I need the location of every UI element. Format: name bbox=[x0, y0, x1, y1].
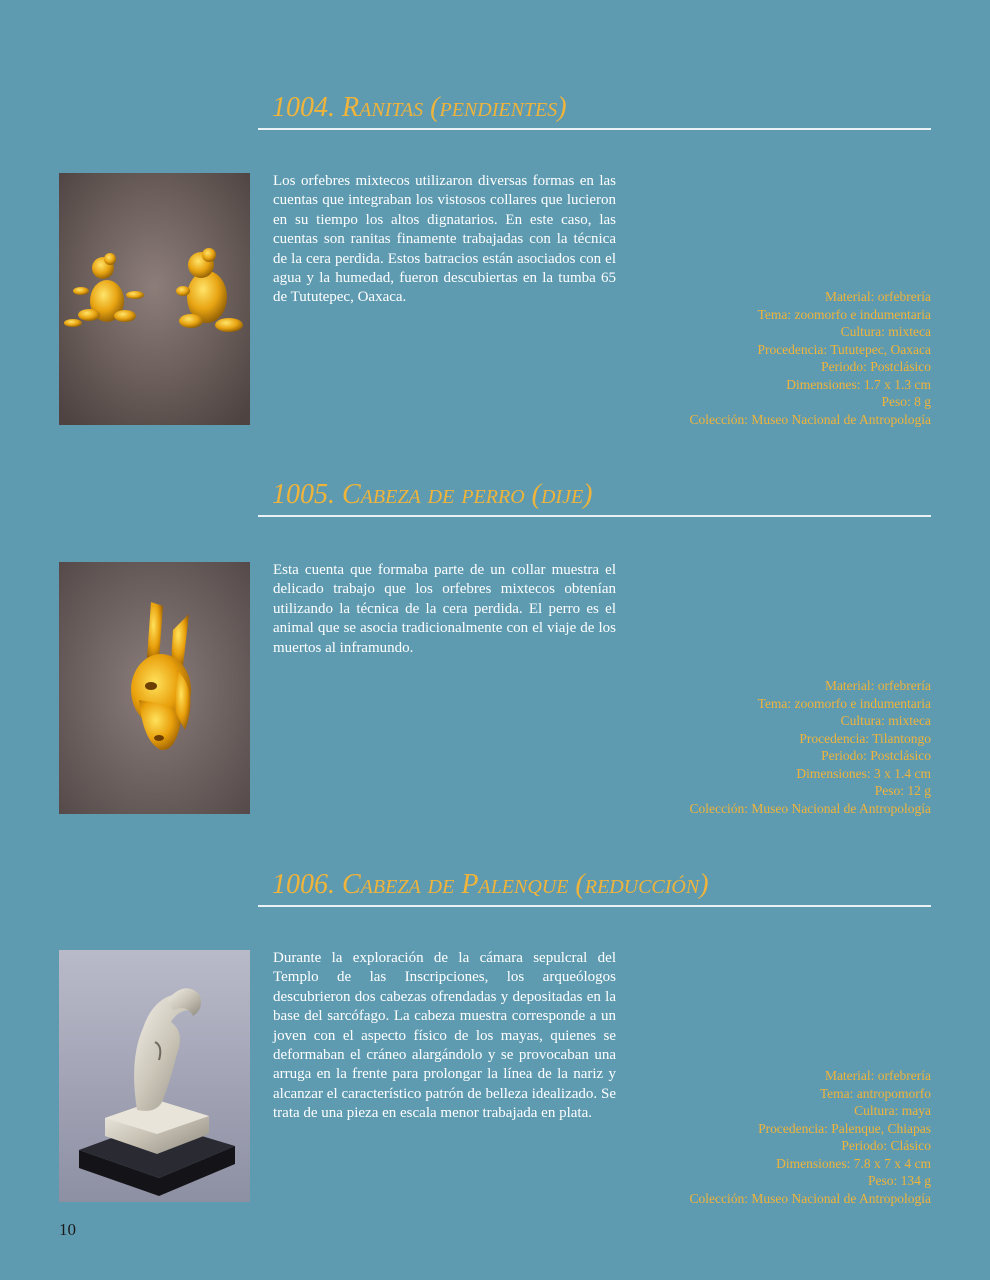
entry-description: Durante la exploración de la cámara sepulcral del Templo de las Inscripciones, los arqueólogos descubrieron dos cabezas ofrendadas y depositadas en la base del sarcófago. La cabeza muestra corresponde a un joven con el aspecto físico de los mayas, quienes se deformaban el cráneo alargándolo y se provocaban una arruga en la frente para prolongar la línea de la nariz y alcanzar el característico patrón de belleza idealizado. Se trata de una pieza en escala menor trabajada en plata. bbox=[273, 950, 616, 1122]
spec-culture: Cultura: maya bbox=[854, 1103, 931, 1118]
spec-dimensions: Dimensiones: 7.8 x 7 x 4 cm bbox=[776, 1155, 931, 1171]
spec-theme: Tema: antropomorfo bbox=[819, 1085, 931, 1101]
spec-material: Material: orfebrería bbox=[824, 1068, 931, 1083]
spec-weight: Peso: 8 g bbox=[881, 394, 931, 409]
spec-weight: Peso: 12 g bbox=[874, 783, 931, 798]
title-divider bbox=[258, 905, 931, 907]
catalog-entry-1006 bbox=[0, 865, 990, 1255]
spec-provenance: Procedencia: Tilantongo bbox=[799, 730, 931, 746]
entry-specs bbox=[601, 677, 931, 817]
spec-culture: Cultura: mixteca bbox=[840, 713, 931, 728]
catalog-entry-1004 bbox=[0, 88, 990, 478]
spec-theme: Tema: zoomorfo e indumentaria bbox=[757, 695, 931, 711]
dog-head-pendant-photo bbox=[59, 562, 250, 814]
catalog-entry-1005 bbox=[0, 475, 990, 865]
spec-period: Periodo: Postclásico bbox=[821, 748, 931, 763]
spec-weight: Peso: 134 g bbox=[867, 1173, 931, 1188]
palenque-head-photo bbox=[59, 950, 250, 1202]
entry-specs bbox=[601, 288, 931, 428]
entry-title: 1005. Cabeza de perro (dije) bbox=[272, 479, 593, 510]
spec-provenance: Procedencia: Tututepec, Oaxaca bbox=[757, 341, 931, 357]
spec-culture: Cultura: mixteca bbox=[840, 324, 931, 339]
spec-material: Material: orfebrería bbox=[824, 289, 931, 304]
page-number: 10 bbox=[59, 1220, 76, 1239]
spec-provenance: Procedencia: Palenque, Chiapas bbox=[758, 1120, 931, 1136]
spec-collection: Colección: Museo Nacional de Antropología bbox=[689, 800, 931, 816]
spec-dimensions: Dimensiones: 3 x 1.4 cm bbox=[796, 765, 931, 781]
spec-collection: Colección: Museo Nacional de Antropología bbox=[689, 411, 931, 427]
spec-collection: Colección: Museo Nacional de Antropología bbox=[689, 1190, 931, 1206]
spec-material: Material: orfebrería bbox=[824, 678, 931, 693]
frog-pendants-photo bbox=[59, 173, 250, 425]
title-divider bbox=[258, 515, 931, 517]
entry-specs bbox=[601, 1067, 931, 1207]
spec-dimensions: Dimensiones: 1.7 x 1.3 cm bbox=[786, 376, 931, 392]
title-divider bbox=[258, 128, 931, 130]
spec-period: Periodo: Clásico bbox=[841, 1138, 931, 1153]
entry-description: Esta cuenta que formaba parte de un collar muestra el delicado trabajo que los orfebres mixtecos obtenían utilizando la técnica de la cera perdida. El perro es el animal que se asocia tradicionalmente con el viaje de los muertos al inframundo. bbox=[273, 562, 616, 656]
entry-title: 1006. Cabeza de Palenque (reducción) bbox=[272, 869, 709, 900]
entry-title: 1004. Ranitas (pendientes) bbox=[272, 92, 567, 123]
entry-description: Los orfebres mixtecos utilizaron diversas formas en las cuentas que integraban los vistosos collares que lucieron en su tiempo los altos dignatarios. En este caso, las cuentas son ranitas finamente trabajadas con la técnica de la cera perdida. Estos batracios están asociados con el agua y la humedad, fueron descubiertas en la tumba 65 de Tututepec, Oaxaca. bbox=[273, 173, 616, 306]
spec-theme: Tema: zoomorfo e indumentaria bbox=[757, 306, 931, 322]
spec-period: Periodo: Postclásico bbox=[821, 359, 931, 374]
